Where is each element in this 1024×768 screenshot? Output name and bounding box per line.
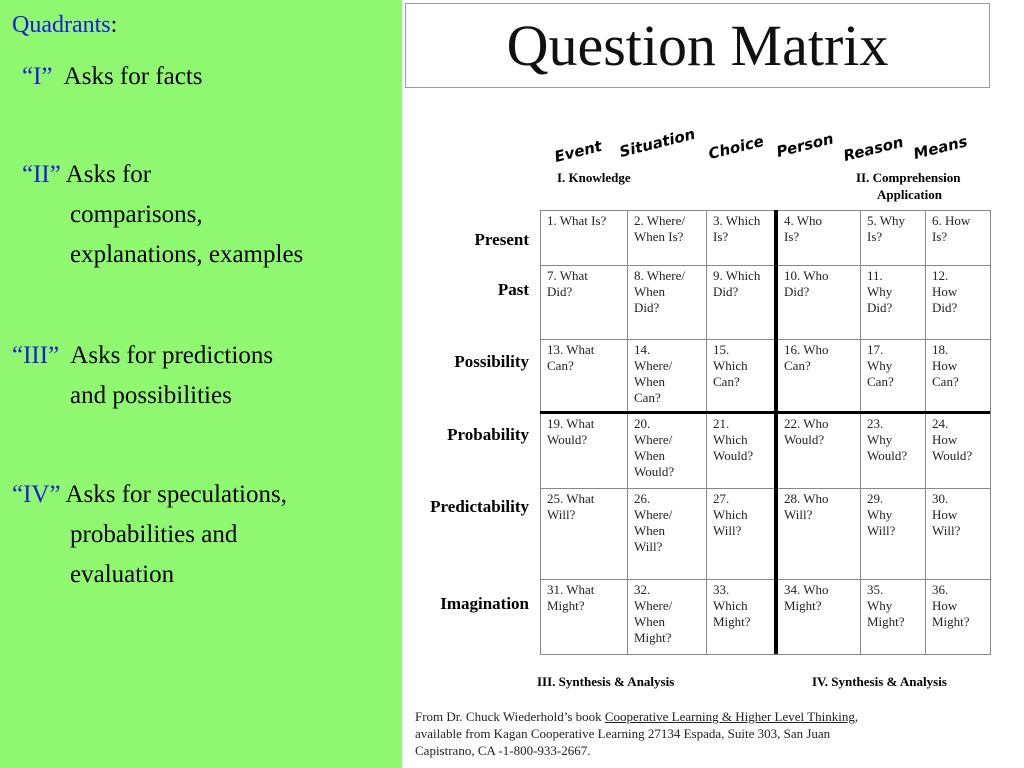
- matrix-cell-line: Can?: [713, 374, 740, 389]
- matrix-cell-line: When: [634, 614, 666, 629]
- matrix-cell-line: 9. Which: [713, 268, 761, 283]
- matrix-cell-line: 2. Where/: [634, 213, 686, 228]
- matrix-cell-line: Which: [713, 598, 748, 613]
- matrix-cell-line: 30.: [932, 491, 949, 506]
- matrix-cell-line: 17.: [867, 342, 884, 357]
- matrix-cell: [777, 210, 861, 266]
- quadrant-line: Asks for: [65, 161, 152, 188]
- column-heading-event: Event: [552, 136, 604, 166]
- matrix-cell-line: 16. Who: [784, 342, 829, 357]
- matrix-cell: [706, 579, 778, 655]
- matrix-cell-line: Would?: [784, 432, 825, 447]
- row-label-past: Past: [497, 280, 529, 299]
- quadrant-divider-horizontal: [540, 411, 990, 414]
- matrix-cell: [706, 488, 778, 580]
- matrix-cell-line: 6. How: [932, 213, 971, 228]
- matrix-cell: [925, 413, 991, 489]
- matrix-cell-line: 7. What: [547, 268, 588, 283]
- citation-footer: [415, 708, 975, 759]
- matrix-cell-line: Which: [713, 358, 748, 373]
- matrix-cell-line: When: [634, 284, 666, 299]
- matrix-cell-line: 35.: [867, 582, 884, 597]
- matrix-cell-line: How: [932, 598, 958, 613]
- matrix-cell-line: 20.: [634, 416, 651, 431]
- matrix-cell-line: 13. What: [547, 342, 595, 357]
- matrix-cell-line: When: [634, 523, 666, 538]
- matrix-cell: [627, 413, 707, 489]
- quadrant-label-2-line2: Application: [877, 187, 943, 202]
- quadrant-label-2: II. Comprehension: [856, 170, 961, 185]
- column-heading-means: Means: [911, 132, 970, 163]
- quadrant-label-3: III. Synthesis & Analysis: [537, 674, 675, 689]
- matrix-cell: [540, 488, 628, 580]
- column-heading-reason: Reason: [841, 132, 906, 165]
- quadrant-line: probabilities and: [70, 521, 238, 548]
- matrix-cell: [777, 488, 861, 580]
- matrix-cell-line: How: [932, 432, 958, 447]
- matrix-cell-line: Is?: [784, 229, 800, 244]
- row-label-present: Present: [474, 230, 529, 249]
- matrix-cell-line: Which: [713, 432, 748, 447]
- matrix-cell-line: 32.: [634, 582, 651, 597]
- quadrant-number: “IV”: [12, 481, 61, 508]
- quadrant-number: “III”: [12, 342, 60, 369]
- footer-prefix: From Dr. Chuck Wiederhold’s book: [415, 709, 605, 724]
- matrix-cell-line: 25. What: [547, 491, 595, 506]
- matrix-cell-line: Did?: [713, 284, 739, 299]
- quadrant-1-text: [0, 57, 203, 97]
- matrix-cell-line: 23.: [867, 416, 884, 431]
- matrix-cell-line: 26.: [634, 491, 651, 506]
- row-label-probability: Probability: [447, 425, 529, 444]
- quadrant-line: Asks for speculations,: [65, 481, 287, 508]
- matrix-cell: [540, 210, 628, 266]
- matrix-cell-line: Would?: [713, 448, 754, 463]
- matrix-cell: [627, 488, 707, 580]
- matrix-cell-line: Will?: [634, 539, 663, 554]
- left-panel: [0, 0, 402, 768]
- matrix-cell-line: 34. Who: [784, 582, 829, 597]
- matrix-cell-line: Can?: [547, 358, 574, 373]
- matrix-cell-line: Will?: [784, 507, 813, 522]
- matrix-cell-line: Would?: [932, 448, 973, 463]
- quadrant-label-1: I. Knowledge: [557, 170, 631, 185]
- footer-book-title: Cooperative Learning & Higher Level Thinking: [604, 709, 855, 724]
- quadrant-divider-vertical: [774, 210, 778, 654]
- quadrant-label-4: IV. Synthesis & Analysis: [812, 674, 947, 689]
- quadrants-heading: [12, 12, 117, 39]
- footer-line-3: Capistrano, CA -1-800-933-2667.: [415, 743, 591, 758]
- quadrant-2-text: [0, 155, 303, 275]
- quadrant-line: explanations, examples: [70, 241, 304, 268]
- matrix-cell-line: Why: [867, 598, 893, 613]
- matrix-cell-line: Will?: [867, 523, 896, 538]
- matrix-cell-line: Did?: [784, 284, 810, 299]
- matrix-cell-line: How: [932, 358, 958, 373]
- matrix-cell-line: Can?: [932, 374, 959, 389]
- matrix-cell-line: Will?: [547, 507, 576, 522]
- matrix-cell-line: 12.: [932, 268, 949, 283]
- matrix-cell-line: Will?: [932, 523, 961, 538]
- matrix-cell-line: Did?: [867, 300, 893, 315]
- matrix-cell-line: Would?: [634, 464, 675, 479]
- matrix-title: Question Matrix: [506, 13, 889, 78]
- matrix-cell: [925, 579, 991, 655]
- quadrant-line: Asks for facts: [63, 63, 203, 90]
- matrix-cell: [777, 579, 861, 655]
- row-label-possibility: Possibility: [454, 352, 529, 371]
- matrix-cell: [777, 339, 861, 414]
- matrix-cell-line: 5. Why: [867, 213, 906, 228]
- matrix-cell-line: 19. What: [547, 416, 595, 431]
- matrix-cell-line: Is?: [932, 229, 948, 244]
- matrix-cell-line: 15.: [713, 342, 730, 357]
- matrix-cell-line: Might?: [932, 614, 970, 629]
- quadrant-3-text: [0, 336, 273, 416]
- matrix-cell: [777, 413, 861, 489]
- matrix-cell-line: 11.: [867, 268, 883, 283]
- matrix-cell-line: Can?: [784, 358, 811, 373]
- quadrant-4-text: [0, 475, 287, 595]
- matrix-cell: [860, 413, 926, 489]
- matrix-cell-line: Might?: [784, 598, 822, 613]
- matrix-cell: [706, 265, 778, 340]
- matrix-cell-line: Which: [713, 507, 748, 522]
- matrix-cell: [925, 488, 991, 580]
- quadrant-line: and possibilities: [70, 382, 232, 409]
- matrix-cell-line: 18.: [932, 342, 949, 357]
- matrix-cell: [627, 265, 707, 340]
- column-heading-situation: Situation: [617, 124, 697, 161]
- row-label-imagination: Imagination: [440, 594, 529, 613]
- matrix-cell: [860, 265, 926, 340]
- matrix-cell-line: 22. Who: [784, 416, 829, 431]
- matrix-cell-line: Why: [867, 358, 893, 373]
- matrix-cell-line: Might?: [713, 614, 751, 629]
- matrix-cell: [860, 579, 926, 655]
- footer-line-2: available from Kagan Cooperative Learning 27134 Espada, Suite 303, San Juan: [415, 726, 831, 741]
- matrix-cell-line: Where/: [634, 507, 673, 522]
- matrix-cell-line: How: [932, 284, 958, 299]
- quadrant-number: “II”: [22, 161, 61, 188]
- matrix-cell: [925, 265, 991, 340]
- heading-colon: :: [110, 12, 118, 38]
- matrix-cell: [777, 265, 861, 340]
- matrix-cell-line: Did?: [547, 284, 573, 299]
- quadrant-line: Asks for predictions: [70, 342, 274, 369]
- matrix-cell: [540, 265, 628, 340]
- matrix-cell-line: 31. What: [547, 582, 595, 597]
- row-label-column: [402, 0, 529, 768]
- matrix-cell: [627, 579, 707, 655]
- matrix-cell-line: Would?: [867, 448, 908, 463]
- matrix-cell-line: How: [932, 507, 958, 522]
- matrix-cell: [540, 579, 628, 655]
- footer-comma: ,: [854, 709, 859, 724]
- matrix-cell-line: Might?: [547, 598, 585, 613]
- matrix-cell: [860, 339, 926, 414]
- matrix-cell-line: Why: [867, 432, 893, 447]
- matrix-cell: [860, 210, 926, 266]
- matrix-cell-line: Why: [867, 284, 893, 299]
- matrix-cell-line: Did?: [634, 300, 660, 315]
- matrix-cell-line: Can?: [867, 374, 894, 389]
- matrix-cell-line: 24.: [932, 416, 949, 431]
- matrix-cell-line: When: [634, 448, 666, 463]
- matrix-cell: [925, 339, 991, 414]
- quadrant-line: comparisons,: [70, 201, 203, 228]
- row-label-predictability: Predictability: [430, 497, 529, 516]
- column-heading-choice: Choice: [706, 131, 766, 163]
- matrix-cell-line: 10. Who: [784, 268, 829, 283]
- matrix-cell-line: Where/: [634, 358, 673, 373]
- column-heading-person: Person: [774, 129, 836, 161]
- matrix-cell-line: 29.: [867, 491, 884, 506]
- matrix-cell-line: 14.: [634, 342, 651, 357]
- matrix-cell-line: 33.: [713, 582, 730, 597]
- matrix-cell-line: 36.: [932, 582, 949, 597]
- matrix-cell: [925, 210, 991, 266]
- matrix-cell: [540, 339, 628, 414]
- matrix-cell: [706, 210, 778, 266]
- matrix-cell-line: Is?: [867, 229, 883, 244]
- matrix-cell-line: When Is?: [634, 229, 684, 244]
- matrix-cell-line: Might?: [634, 630, 672, 645]
- matrix-cell: [706, 413, 778, 489]
- matrix-cell-line: Is?: [713, 229, 729, 244]
- heading-text: Quadrants: [12, 12, 111, 38]
- quadrant-line: evaluation: [70, 561, 175, 588]
- matrix-cell-line: 1. What Is?: [547, 213, 607, 228]
- matrix-cell-line: 21.: [713, 416, 730, 431]
- matrix-cell: [627, 210, 707, 266]
- matrix-cell: [627, 339, 707, 414]
- matrix-cell-line: Will?: [713, 523, 742, 538]
- matrix-cell-line: 8. Where/: [634, 268, 686, 283]
- matrix-cell: [540, 413, 628, 489]
- matrix-cell: [706, 339, 778, 414]
- matrix-cell-line: When: [634, 374, 666, 389]
- matrix-cell: [860, 488, 926, 580]
- matrix-cell-line: 27.: [713, 491, 730, 506]
- matrix-cell-line: Where/: [634, 432, 673, 447]
- matrix-cell-line: Did?: [932, 300, 958, 315]
- matrix-cell-line: Might?: [867, 614, 905, 629]
- matrix-cell-line: Would?: [547, 432, 588, 447]
- matrix-cell-line: 3. Which: [713, 213, 761, 228]
- matrix-cell-line: Why: [867, 507, 893, 522]
- matrix-cell-line: Can?: [634, 390, 661, 405]
- quadrant-number: “I”: [22, 63, 53, 90]
- matrix-cell-line: 4. Who: [784, 213, 823, 228]
- matrix-cell-line: 28. Who: [784, 491, 829, 506]
- matrix-cell-line: Where/: [634, 598, 673, 613]
